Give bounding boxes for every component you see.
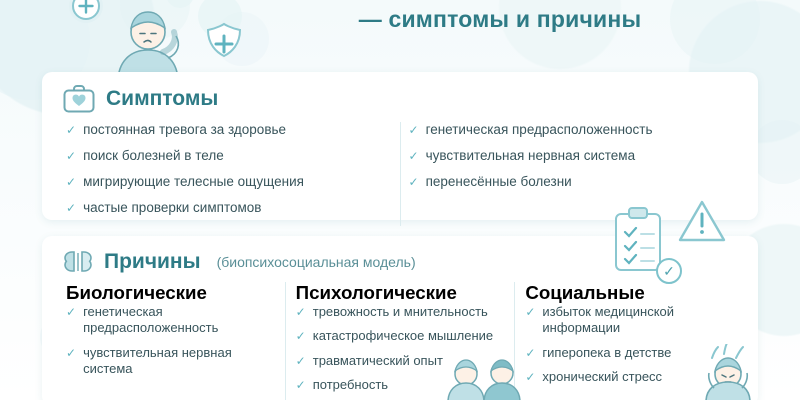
list-item <box>296 328 505 344</box>
couple-illustration <box>432 356 542 400</box>
first-aid-kit-heart-icon <box>62 84 96 114</box>
symptoms-card-header <box>42 72 758 120</box>
symptoms-list-1 <box>66 122 392 217</box>
check-icon: ✓ <box>295 353 306 368</box>
list-item <box>66 148 392 165</box>
list-item-label: гиперопека в детстве <box>542 344 672 360</box>
list-item <box>66 174 392 191</box>
list-item-label: постоянная тревога за здоровье <box>83 122 287 137</box>
list-item <box>409 122 735 139</box>
list-item <box>66 200 392 217</box>
symptoms-list-2 <box>409 122 735 191</box>
list-item-label: перенесённые болезни <box>425 173 572 189</box>
check-icon: ✓ <box>408 123 419 137</box>
list-item <box>525 304 734 337</box>
list-item-label: травматический опыт <box>312 352 443 368</box>
list-item-label: поиск болезней в теле <box>83 147 224 163</box>
causes-column-title: Социальные <box>525 282 645 303</box>
list-item <box>66 304 275 337</box>
causes-columns <box>42 282 758 400</box>
list-item-label: генетическая предрасположенность <box>425 122 653 137</box>
list-item-label: генетическая предрасположенность <box>83 304 219 336</box>
warning-triangle-icon <box>672 196 736 248</box>
header <box>0 0 800 78</box>
causes-subheading: (биопсихосоциальная модель) <box>216 254 416 270</box>
list-item <box>66 345 275 378</box>
list-item-label: избыток медицинской информации <box>542 304 675 336</box>
stressed-person-illustration <box>690 344 790 400</box>
list-item <box>409 174 735 191</box>
brain-icon <box>62 248 94 276</box>
causes-list-1 <box>66 304 275 377</box>
causes-column-title: Психологические <box>295 282 457 303</box>
check-icon: ✓ <box>295 329 306 344</box>
check-icon: ✓ <box>525 345 536 360</box>
check-icon: ✓ <box>295 377 306 392</box>
list-item-label: тревожность и мнительность <box>312 304 488 319</box>
page-title: — симптомы и причины <box>358 6 642 32</box>
check-icon: ✓ <box>295 305 306 319</box>
check-icon: ✓ <box>525 369 536 384</box>
list-item-label: хронический стресс <box>542 368 663 384</box>
list-item <box>296 304 505 320</box>
symptoms-heading: Симптомы <box>106 87 219 110</box>
list-item-label: чувствительная нервная система <box>425 147 636 163</box>
check-icon: ✓ <box>525 305 536 319</box>
list-item-label: потребность <box>312 376 389 392</box>
check-icon: ✓ <box>66 305 77 319</box>
list-item-label: катастрофическое мышление <box>312 328 494 344</box>
causes-column-biological <box>56 282 285 400</box>
check-icon: ✓ <box>66 345 77 360</box>
list-item-label: чувствительная нервная система <box>83 344 232 376</box>
list-item-label: частые проверки симптомов <box>83 199 262 215</box>
list-item <box>66 122 392 139</box>
causes-column-title: Биологические <box>66 282 207 303</box>
causes-heading: Причины <box>104 250 201 273</box>
check-icon: ✓ <box>66 148 77 163</box>
check-icon: ✓ <box>66 200 77 215</box>
check-icon: ✓ <box>408 174 419 189</box>
check-circle-icon: ✓ <box>656 258 682 284</box>
symptoms-column-1 <box>58 122 400 226</box>
list-item <box>409 148 735 165</box>
check-icon: ✓ <box>66 123 77 137</box>
list-item-label: мигрирующие телесные ощущения <box>83 173 304 189</box>
check-icon: ✓ <box>66 174 77 189</box>
check-icon: ✓ <box>408 148 419 163</box>
